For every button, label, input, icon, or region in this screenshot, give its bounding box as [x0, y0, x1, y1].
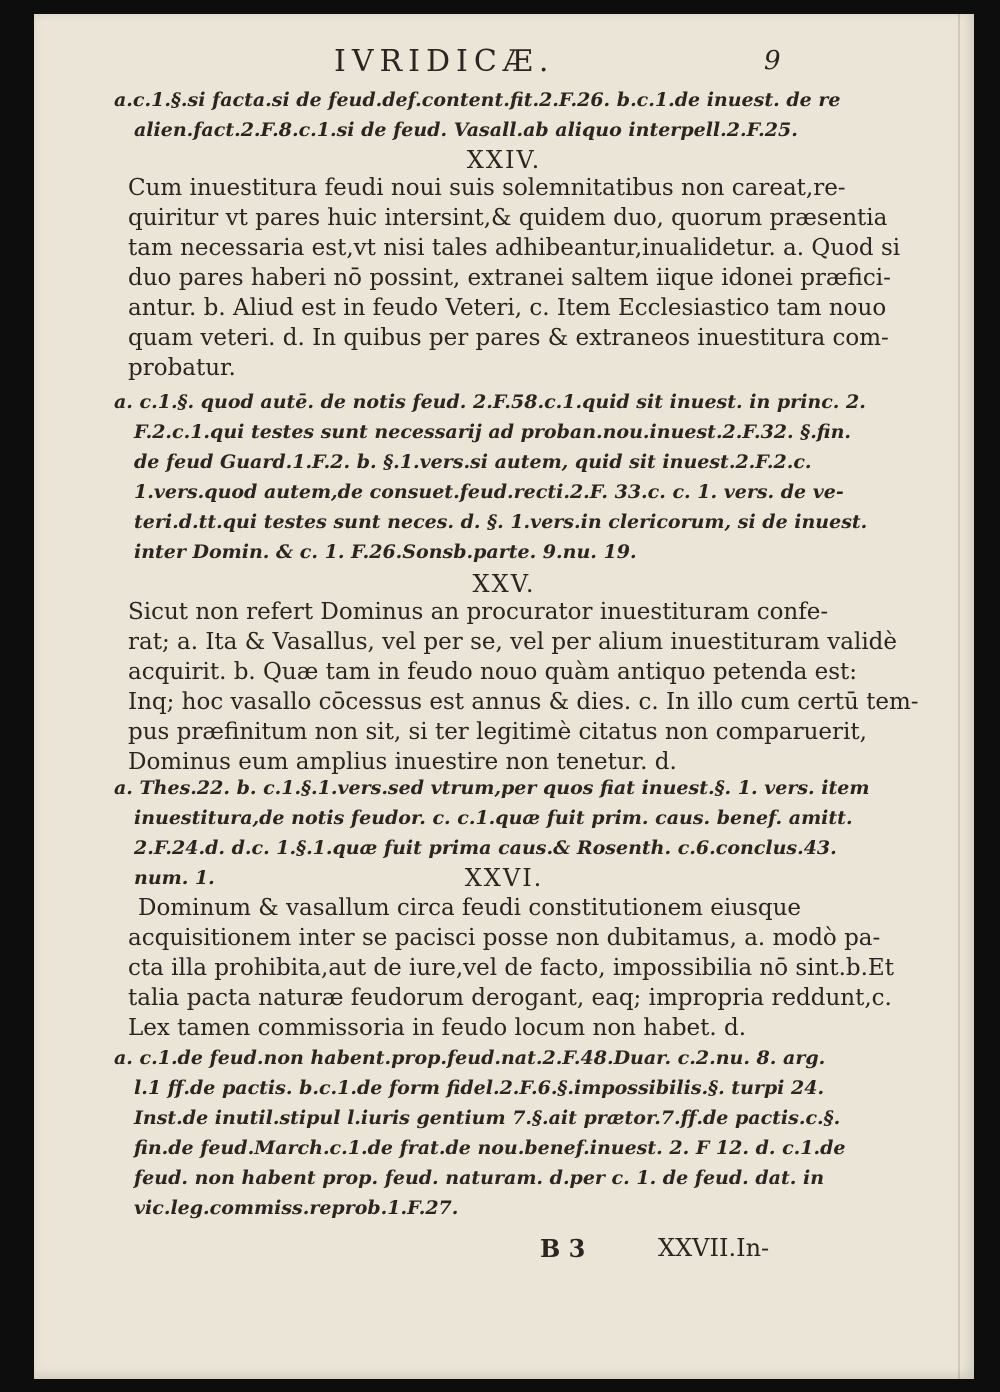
note-line: inter Domin. & c. 1. F.26.Sonsb.parte. 9.nu. 19.	[134, 541, 637, 563]
book-page	[34, 14, 974, 1379]
notes-24	[114, 388, 868, 568]
running-title: IVRIDICÆ.	[334, 44, 555, 79]
text-line: probatur.	[128, 355, 236, 381]
text-line: rat; a. Ita & Vasallus, vel per se, vel per alium inuestituram validè	[128, 629, 898, 655]
text-line: cta illa prohibita,aut de iure,vel de facto, impossibilia nō sint.b.Et	[128, 955, 894, 981]
note-line: teri.d.tt.qui testes sunt neces. d. §. 1.vers.in clericorum, si de inuest.	[134, 511, 868, 533]
text-line: duo pares haberi nō possint, extranei saltem iique idonei præfici-	[128, 265, 891, 291]
signature-mark: B 3	[540, 1234, 586, 1263]
text-line: Cum inuestitura feudi noui suis solemnitatibus non careat,re-	[128, 175, 846, 201]
text-line: Sicut non refert Dominus an procurator inuestituram confe-	[128, 599, 829, 625]
note-line: vic.leg.commiss.reprob.1.F.27.	[134, 1197, 459, 1219]
note-line: a. c.1.§. quod autē. de notis feud. 2.F.58.c.1.quid sit inuest. in princ. 2.	[114, 391, 866, 413]
section-heading-25: XXV.	[472, 570, 536, 598]
page-footer	[34, 1234, 974, 1274]
note-line: inuestitura,de notis feudor. c. c.1.quæ fuit prim. caus. benef. amitt.	[134, 807, 853, 829]
note-line: num. 1.	[134, 867, 215, 889]
note-line: F.2.c.1.qui testes sunt necessarij ad proban.nou.inuest.2.F.32. §.fin.	[134, 421, 852, 443]
text-line: acquisitionem inter se pacisci posse non dubitamus, a. modò pa-	[128, 925, 881, 951]
note-line: l.1 ff.de pactis. b.c.1.de form fidel.2.F.6.§.impossibilis.§. turpi 24.	[134, 1077, 825, 1099]
note-line: alien.fact.2.F.8.c.1.si de feud. Vasall.ab aliquo interpell.2.F.25.	[134, 119, 798, 141]
note-line: 2.F.24.d. d.c. 1.§.1.quæ fuit prima caus.& Rosenth. c.6.conclus.43.	[134, 837, 837, 859]
text-line: pus præfinitum non sit, si ter legitimè citatus non comparuerit,	[128, 719, 867, 745]
note-line: a. c.1.de feud.non habent.prop.feud.nat.2.F.48.Duar. c.2.nu. 8. arg.	[114, 1047, 826, 1069]
section-heading-26: XXVI.	[464, 864, 544, 892]
note-line: 1.vers.quod autem,de consuet.feud.recti.2.F. 33.c. c. 1. vers. de ve-	[134, 481, 844, 503]
note-line: Inst.de inutil.stipul l.iuris gentium 7.§.ait prætor.7.ff.de pactis.c.§.	[134, 1107, 841, 1129]
text-line: Dominus eum amplius inuestire non tenetur. d.	[128, 749, 677, 775]
paragraph-26	[128, 894, 894, 1044]
note-line: fin.de feud.March.c.1.de frat.de nou.benef.inuest. 2. F 12. d. c.1.de	[134, 1137, 846, 1159]
text-line: talia pacta naturæ feudorum derogant, eaq; impropria reddunt,c.	[128, 985, 892, 1011]
text-line: acquirit. b. Quæ tam in feudo nouo quàm antiquo petenda est:	[128, 659, 857, 685]
note-line: a. Thes.22. b. c.1.§.1.vers.sed vtrum,per quos fiat inuest.§. 1. vers. item	[114, 777, 870, 799]
text-line: Dominum & vasallum circa feudi constitutionem eiusque	[138, 895, 802, 921]
note-line: feud. non habent prop. feud. naturam. d.per c. 1. de feud. dat. in	[134, 1167, 825, 1189]
notes-top	[114, 86, 841, 146]
note-line: de feud Guard.1.F.2. b. §.1.vers.si autem, quid sit inuest.2.F.2.c.	[134, 451, 812, 473]
text-line: Lex tamen commissoria in feudo locum non habet. d.	[128, 1015, 747, 1041]
text-line: quiritur vt pares huic intersint,& quidem duo, quorum præsentia	[128, 205, 888, 231]
text-line: antur. b. Aliud est in feudo Veteri, c. Item Ecclesiastico tam nouo	[128, 295, 887, 321]
running-header	[34, 44, 974, 84]
catchword: XXVII.In-	[658, 1234, 770, 1262]
section-heading-24: XXIV.	[466, 146, 542, 174]
paragraph-24	[128, 174, 901, 384]
paragraph-25	[128, 598, 919, 778]
notes-26	[114, 1044, 846, 1224]
page-number: 9	[764, 46, 781, 76]
text-line: tam necessaria est,vt nisi tales adhibeantur,inualidetur. a. Quod si	[128, 235, 901, 261]
text-line: Inq; hoc vasallo cōcessus est annus & dies. c. In illo cum certū tem-	[128, 689, 919, 715]
note-line: a.c.1.§.si facta.si de feud.def.content.fit.2.F.26. b.c.1.de inuest. de re	[114, 89, 841, 111]
text-line: quam veteri. d. In quibus per pares & extraneos inuestitura com-	[128, 325, 889, 351]
